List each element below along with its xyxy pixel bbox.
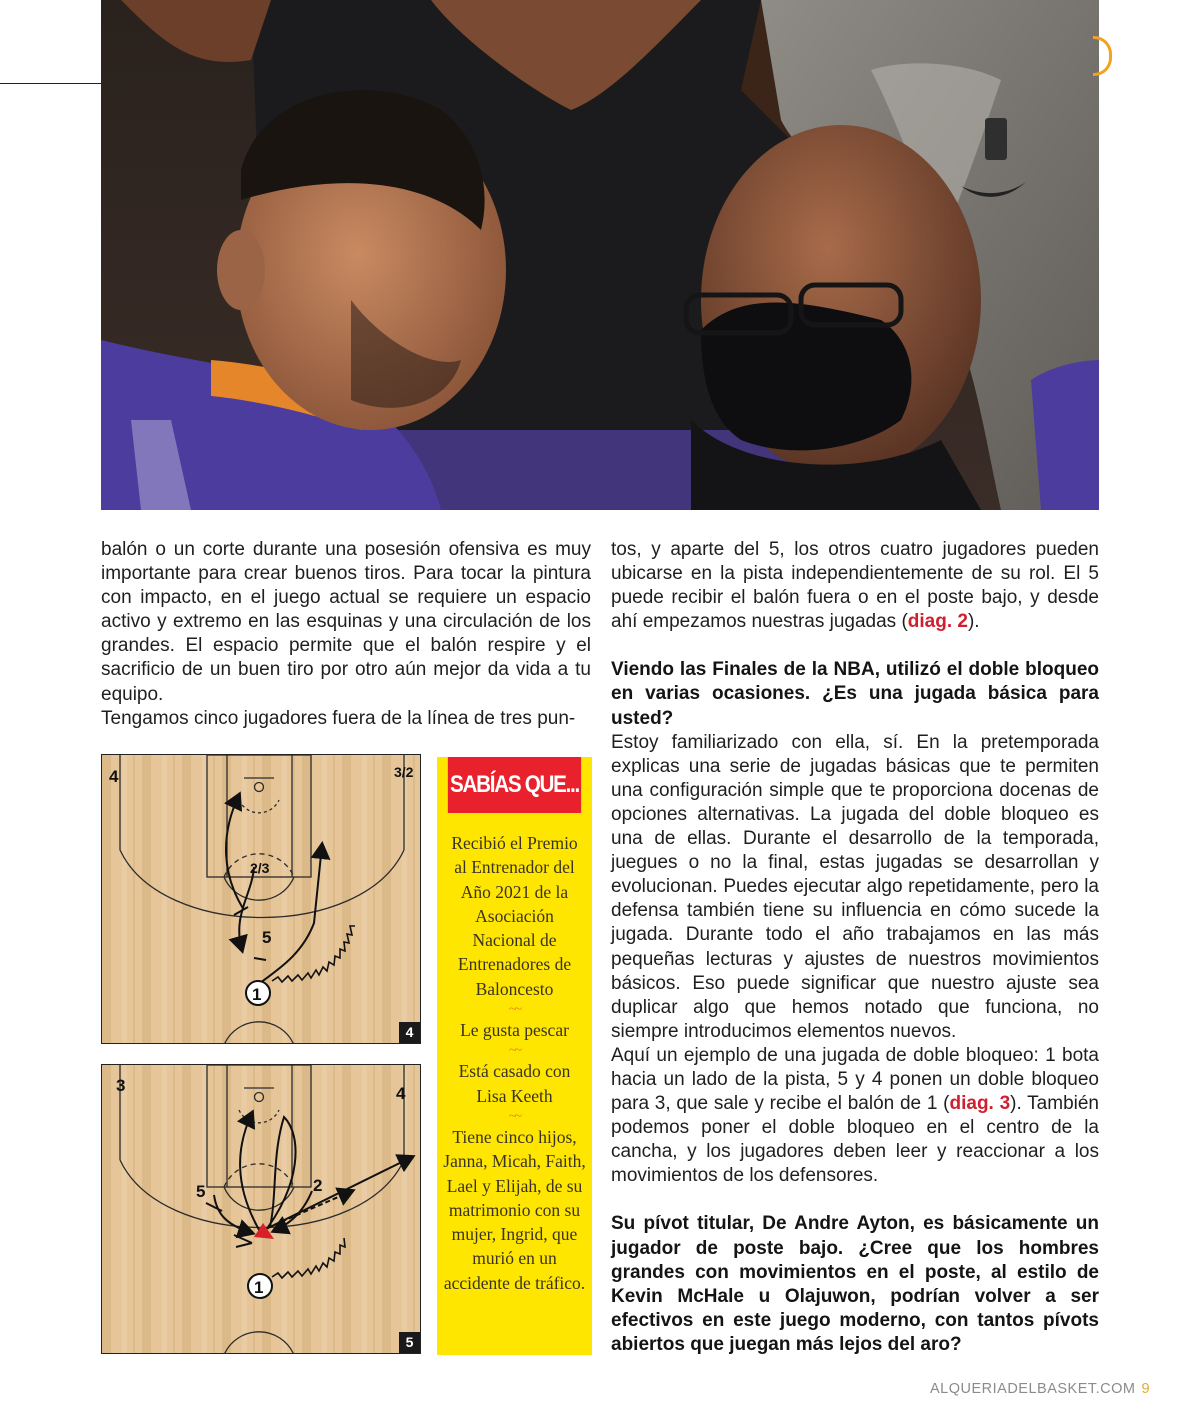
site-url: ALQUERIADELBASKET.COM bbox=[930, 1381, 1136, 1397]
sabias-que-sidebar bbox=[437, 757, 592, 1355]
diagram-2-reference: diag. 2 bbox=[907, 611, 968, 633]
answer-2-text: Aquí un ejemplo de una jugada de doble bloqueo: 1 bota hacia un lado de la pista, 5 y 4 ponen un doble bloqueo para 3, que sale y recibe el balón de 1 ( bbox=[611, 1044, 1099, 1115]
orange-arc-mark bbox=[1093, 36, 1112, 76]
page-footer bbox=[930, 1381, 1151, 1397]
label-5: 5 bbox=[196, 1182, 206, 1201]
play-diagram-5 bbox=[101, 1064, 421, 1354]
fact-item: Le gusta pescar bbox=[460, 1020, 569, 1041]
label-4: 4 bbox=[396, 1084, 406, 1103]
header-photo bbox=[101, 0, 1099, 510]
question-2: Su pívot titular, De Andre Ayton, es básicamente un jugador de poste bajo. ¿Cree que los hombres grandes con movimientos en el poste, al estilo de Kevin McHale u Olajuwon, podrían volver a ser efectivos en este juego moderno, con tantos pívots abiertos que juegan más lejos del aro? bbox=[611, 1213, 1099, 1355]
label-3: 3 bbox=[116, 1076, 126, 1095]
label-1: 1 bbox=[252, 985, 262, 1004]
fact-item: Está casado con Lisa Keeth bbox=[458, 1061, 571, 1106]
left-paragraph-2: Tengamos cinco jugadores fuera de la línea de tres pun- bbox=[101, 707, 576, 729]
label-2: 2 bbox=[313, 1176, 323, 1195]
right-paragraph-1-end: ). bbox=[967, 611, 980, 633]
right-paragraph-1 bbox=[611, 538, 1099, 634]
right-column bbox=[611, 538, 1099, 1357]
play-diagram-4 bbox=[101, 754, 421, 1044]
fact-item: Recibió el Premio al Entrenador del Año 2021 de la Asociación Nacional de Entrenadores de Baloncesto bbox=[451, 833, 578, 999]
label-2-3: 2/3 bbox=[250, 860, 270, 876]
separator-icon: ~~ bbox=[508, 1108, 521, 1124]
separator-icon: ~~ bbox=[508, 1043, 521, 1059]
left-column bbox=[101, 538, 591, 731]
court-diagram bbox=[102, 755, 421, 1044]
answer-2 bbox=[611, 1044, 1099, 1189]
court-diagram bbox=[102, 1065, 421, 1354]
sidebar-title: SABÍAS QUE... bbox=[448, 757, 581, 813]
diagram-number: 4 bbox=[399, 1022, 420, 1043]
diagram-number: 5 bbox=[399, 1332, 420, 1353]
sidebar-body bbox=[437, 813, 592, 1295]
separator-icon: ~~ bbox=[508, 1002, 521, 1018]
top-rule bbox=[0, 83, 101, 84]
basketball-huddle-photo bbox=[101, 0, 1099, 510]
question-1: Viendo las Finales de la NBA, utilizó el doble bloqueo en varias ocasiones. ¿Es una jugada básica para usted? bbox=[611, 659, 1099, 729]
label-5: 5 bbox=[262, 928, 272, 947]
label-3-2: 3/2 bbox=[394, 764, 414, 780]
label-4: 4 bbox=[109, 767, 119, 786]
page-number: 9 bbox=[1141, 1381, 1151, 1397]
right-paragraph-1-text: tos, y aparte del 5, los otros cuatro jugadores pueden ubicarse en la pista independientemente de su rol. El 5 puede recibir el balón fuera o en el poste bajo, y desde ahí empezamos nuestras jugadas ( bbox=[611, 539, 1099, 633]
answer-2-end: ). También podemos poner el doble bloqueo en el centro de la cancha, y los jugadores deben leer y reaccionar a los movimientos de los defensores. bbox=[611, 1093, 1099, 1187]
diagram-3-reference: diag. 3 bbox=[949, 1093, 1011, 1115]
answer-1: Estoy familiarizado con ella, sí. En la pretemporada explicas una serie de jugadas básicas que te permiten una configuración simple que te proporciona docenas de opciones alternativas. La jugada del doble bloqueo es una de ellas. Durante el desarrollo de la temporada, juegues o no la final, estas jugadas se desarrollan y evolucionan. Puedes ejecutar algo repetidamente, pero la defensa también tiene su influencia en cómo sucede la jugada. Durante todo el año trabajamos en las más pequeñas lecturas y ajustes de nuestros movimientos básicos. Eso puede significar que nuestro ajuste sea duplicar algo que hemos notado que funciona, no siempre introducimos elementos nuevos. bbox=[611, 731, 1099, 1042]
left-paragraph: balón o un corte durante una posesión ofensiva es muy importante para crear buenos tiros. Para tocar la pintura con impacto, en el juego actual se requiere un espacio activo y extremo en las esquinas y una circulación de los grandes. El espacio permite que el balón respire y el sacrificio de un buen tiro por otro aún mejor da vida a tu equipo. bbox=[101, 539, 591, 705]
label-1: 1 bbox=[254, 1278, 264, 1297]
fact-item: Tiene cinco hijos, Janna, Micah, Faith, Lael y Elijah, de su matrimonio con su mujer, Ingrid, que murió en un accidente de tráfico. bbox=[443, 1126, 586, 1293]
